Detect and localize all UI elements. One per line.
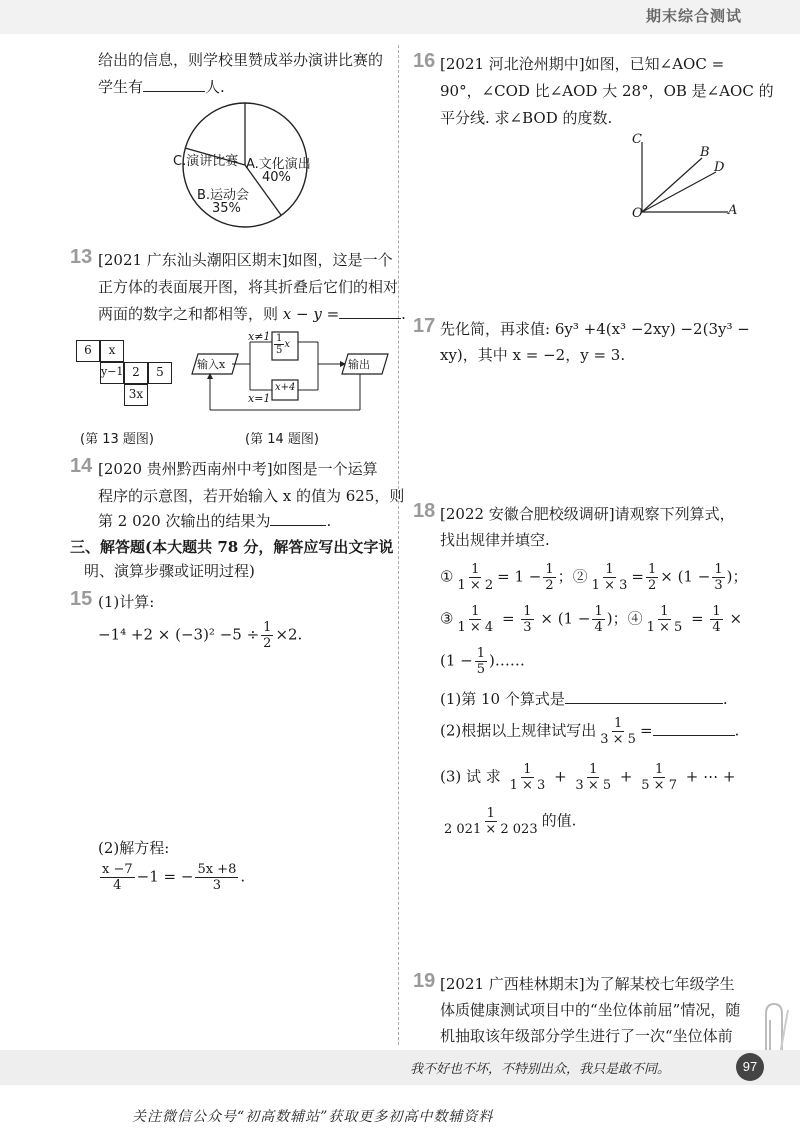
answer-blank[interactable]	[270, 511, 326, 526]
page-number: 97	[736, 1053, 764, 1081]
q18-part3: (3) 试 求 $\frac{1}{1 \times 3}$ + $\frac{1}{3 \times 5}$ + $\frac{1}{5 \times 7}$ + ⋯ +	[440, 762, 736, 793]
pie-label-b: B.运动会	[197, 188, 250, 203]
flow-output: 输出	[348, 358, 370, 371]
q14-line1: [2020 贵州黔西南州中考]如图是一个运算	[98, 460, 378, 478]
label-d: D	[714, 160, 725, 175]
q16-line3: 平分线. 求∠BOD 的度数.	[440, 109, 613, 127]
net-cell: 3x	[124, 384, 148, 406]
net-cell: 2	[124, 362, 148, 384]
q13-line1: [2021 广东汕头潮阳区期末]如图，这是一个	[98, 251, 393, 269]
q17-line2: xy)，其中 x = −2，y = 3.	[440, 346, 626, 364]
q18-number: 18	[413, 500, 436, 522]
flow-input: 输入x	[197, 358, 226, 371]
q15-part1: (1)计算:	[98, 593, 155, 611]
net-cell: y−1	[100, 362, 124, 384]
answer-blank[interactable]	[653, 721, 735, 736]
q16-number: 16	[413, 50, 436, 72]
q15-equation: $\frac{x -7}{4}$ −1 = − $\frac{5x +8}{3}$ .	[102, 862, 246, 893]
flow-fraction: $\frac{1}{5}$ x	[276, 333, 291, 356]
caption-q13: (第 13 题图)	[80, 432, 154, 447]
q14-line2: 程序的示意图，若开始输入 x 的值为 625，则	[98, 487, 405, 505]
q14-number: 14	[70, 455, 93, 477]
pie-label-c: C.演讲比赛	[173, 154, 239, 169]
q19-number: 19	[413, 970, 436, 992]
q17-line1: 先化简，再求值: 6y³ +4(x³ −2xy) −2(3y³ −	[440, 320, 750, 338]
pie-pct-a: 40%	[262, 170, 291, 185]
q12-line2: 学生有 人.	[98, 78, 225, 96]
flow-add: x+4	[275, 382, 296, 393]
q14-line3: 第 2 020 次输出的结果为 .	[98, 512, 332, 530]
q18-part2: (2)根据以上规律试写出 $\frac{1}{3 \times 5}$ = .	[440, 716, 740, 747]
pie-pct-b: 35%	[212, 201, 241, 216]
footer-motto: 我不好也不坏，不特别出众，我只是敢不同。	[410, 1062, 671, 1077]
q16-line1: [2021 河北沧州期中]如图，已知∠AOC =	[440, 55, 725, 73]
pie-label-a: A.文化演出	[246, 157, 311, 172]
label-o: O	[632, 206, 643, 221]
footer-notice: 关注微信公众号“初高数辅站”获取更多初高中数辅资料	[132, 1109, 494, 1125]
q18-row3: (1 − $\frac{1}{5}$ )……	[440, 646, 525, 677]
q13-line3: 两面的数字之和都相等，则 x − y = .	[98, 305, 406, 323]
net-cell: 6	[76, 340, 100, 362]
q13-number: 13	[70, 246, 93, 268]
label-c: C	[632, 132, 642, 147]
footer-band	[0, 1050, 800, 1085]
q15-number: 15	[70, 588, 93, 610]
caption-q14: (第 14 题图)	[245, 432, 319, 447]
q18-line1: [2022 安徽合肥校级调研]请观察下列算式，	[440, 505, 735, 523]
answer-blank[interactable]	[565, 689, 723, 704]
q18-row2: ③ $\frac{1}{1 \times 4}$ = $\frac{1}{3}$ × (1 − $\frac{1}{4}$ )；④ $\frac{1}{1 \times 5}$ = $\frac{1}{4}$ ×	[440, 604, 743, 635]
header-title: 期末综合测试	[645, 8, 742, 25]
section-3-line1: 三、解答题(本大题共 78 分，解答应写出文字说	[70, 538, 394, 556]
q18-row1: ① $\frac{1}{1 \times 2}$ = 1 − $\frac{1}{2}$ ；② $\frac{1}{1 \times 3}$ = $\frac{1}{2}$ × (1 − $\frac{1}{3}$ )；	[440, 562, 748, 593]
q15-expression: −1⁴ +2 × (−3)² −5 ÷ $\frac{1}{2}$ ×2.	[98, 620, 303, 651]
net-cell: 5	[148, 362, 172, 384]
q17-number: 17	[413, 315, 436, 337]
label-b: B	[700, 145, 710, 160]
q13-line2: 正方体的表面展开图，将其折叠后它们的相对	[98, 278, 399, 296]
flow-cond-top: x≠1	[248, 330, 271, 343]
q15-part2: (2)解方程:	[98, 839, 170, 857]
answer-blank[interactable]	[339, 304, 401, 319]
q16-line2: 90°，∠COD 比∠AOD 大 28°，OB 是∠AOC 的	[440, 82, 774, 100]
q19-line2: 体质健康测试项目中的“坐位体前屈”情况，随	[440, 1001, 741, 1019]
section-3-line2: 明、演算步骤或证明过程)	[84, 562, 255, 580]
answer-blank[interactable]	[143, 77, 205, 92]
page-header	[0, 0, 800, 34]
q19-line3: 机抽取该年级部分学生进行了一次“坐位体前	[440, 1027, 733, 1045]
q18-line2: 找出规律并填空.	[440, 531, 550, 549]
q18-part1: (1)第 10 个算式是 .	[440, 690, 728, 708]
flow-cond-bottom: x=1	[248, 392, 271, 405]
q18-part3-cont: $\frac{1}{2 021 \times 2 023}$ 的值.	[444, 806, 577, 837]
q19-line1: [2021 广西桂林期末]为了解某校七年级学生	[440, 975, 735, 993]
label-a: A	[728, 203, 738, 218]
column-divider	[398, 45, 399, 1045]
q12-line1: 给出的信息，则学校里赞成举办演讲比赛的	[98, 51, 384, 69]
net-cell: x	[100, 340, 124, 362]
